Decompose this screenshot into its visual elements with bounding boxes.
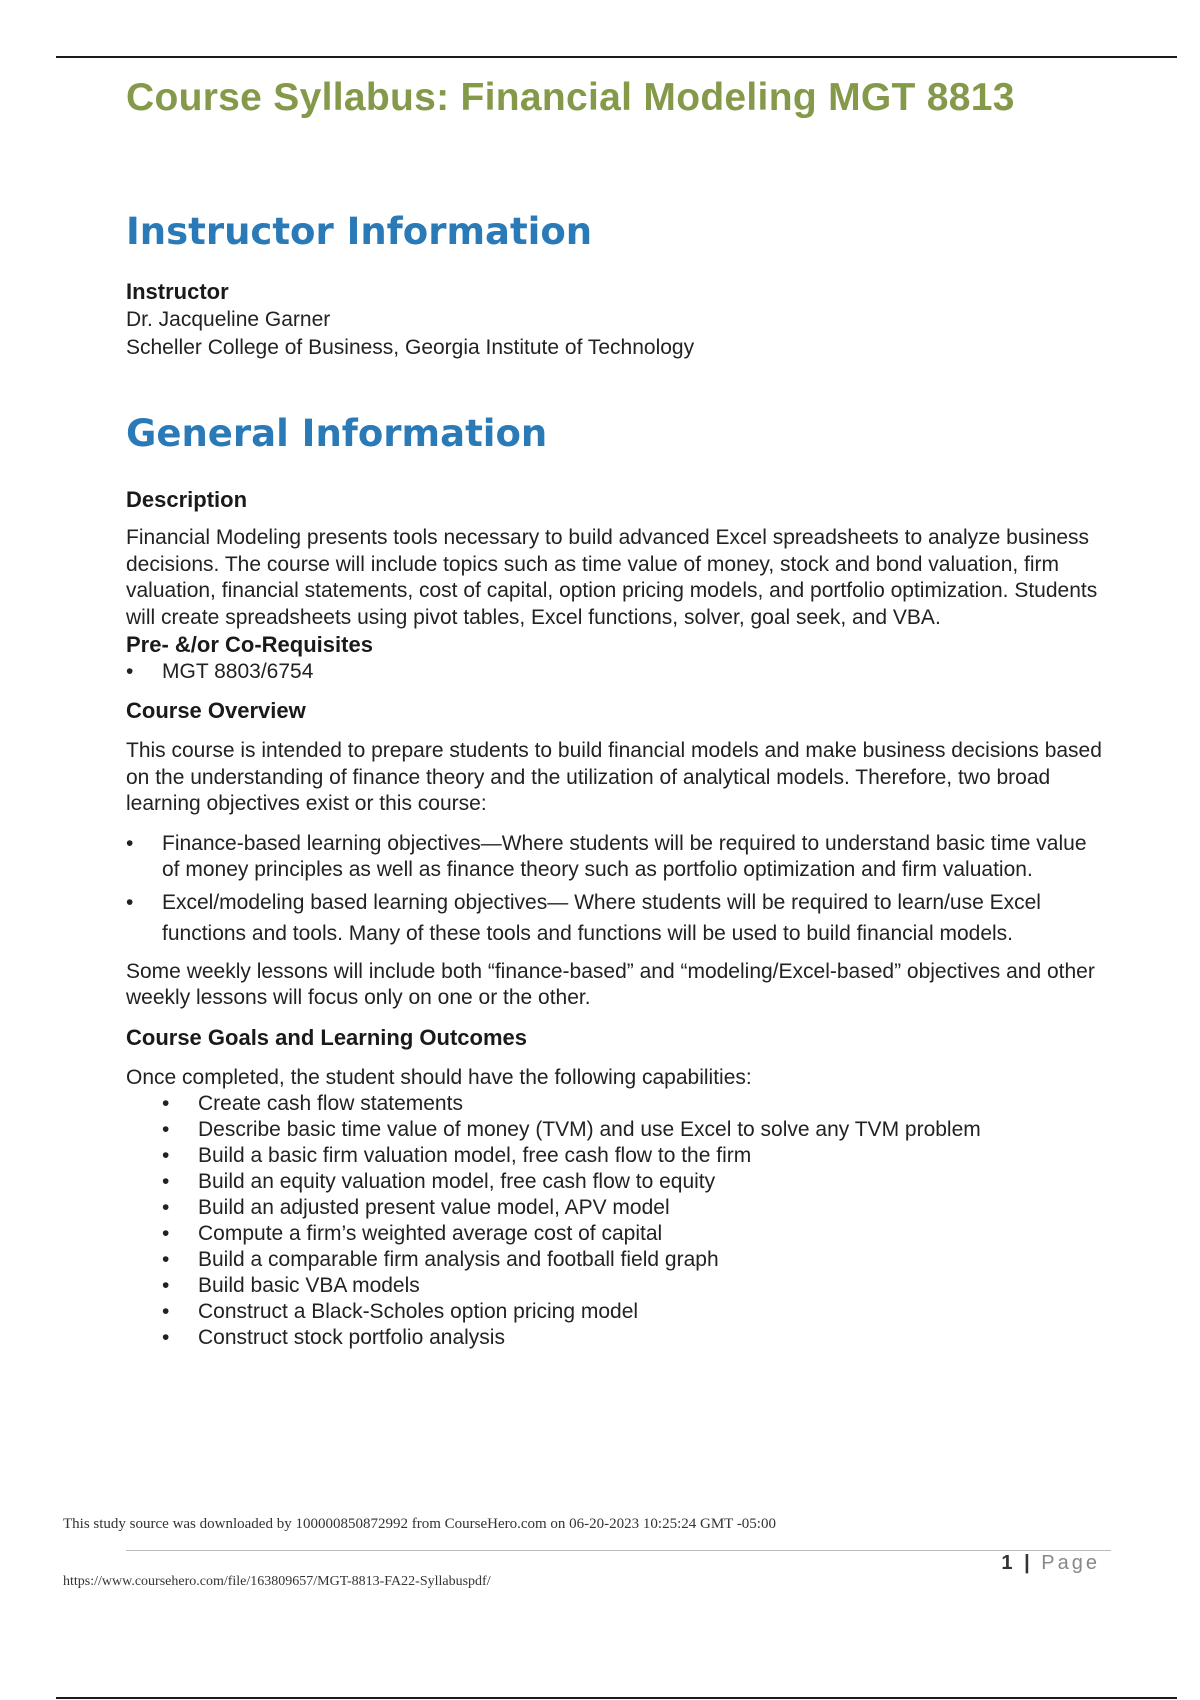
description-heading: Description [126,487,248,512]
page-label: Page [1041,1552,1100,1574]
goal-item: Compute a firm’s weighted average cost of capital [198,1222,663,1245]
goal-item: Build a basic firm valuation model, free cash flow to the firm [198,1144,752,1167]
bullet-icon: • [162,1326,170,1349]
goal-item: Create cash flow statements [198,1092,463,1115]
page-content [126,72,1106,1351]
instructor-label: Instructor [126,279,229,304]
list-item [126,659,1106,685]
overview-text: This course is intended to prepare students to build financial models and make business decisions based on the understanding of finance theory and the utilization of analytical models. Therefore, two broad learning objectives exist or this course: [126,739,1102,815]
prereq-item: MGT 8803/6754 [162,660,314,683]
list-item [126,831,1106,883]
prereq-list [126,659,1106,685]
goals-heading: Course Goals and Learning Outcomes [126,1024,527,1050]
page-number [1001,1552,1100,1575]
footer-rule [126,1550,1111,1551]
goal-item: Build basic VBA models [198,1274,420,1297]
goal-item: Build an adjusted present value model, APV model [198,1196,670,1219]
goal-item: Build a comparable firm analysis and football field graph [198,1248,719,1271]
list-item [126,887,1106,949]
bullet-icon: • [162,1118,170,1141]
goals-intro: Once completed, the student should have the following capabilities: [126,1065,752,1089]
bottom-rule [56,1697,1177,1699]
instructor-name: Dr. Jacqueline Garner [126,308,331,331]
list-item [126,1143,1106,1169]
goal-item: Build an equity valuation model, free cash flow to equity [198,1170,716,1193]
bullet-icon: • [126,660,134,683]
goal-item: Construct stock portfolio analysis [198,1326,505,1349]
list-item [126,1325,1106,1351]
objective-item: Finance-based learning objectives—Where students will be required to understand basic time value of money principles as well as finance theory such as portfolio optimization and firm valuation. [162,831,1087,881]
list-item [126,1221,1106,1247]
bullet-icon: • [162,1300,170,1323]
goal-item: Construct a Black-Scholes option pricing model [198,1300,639,1323]
description-text: Financial Modeling presents tools necessary to build advanced Excel spreadsheets to analyze business decisions. The course will include topics such as time value of money, stock and bond valuation, firm valuation, financial statements, cost of capital, option pricing models, and portfolio optimization. Students will create spreadsheets using pivot tables, Excel functions, solver, goal seek, and VBA. [126,526,1098,629]
bullet-icon: • [162,1144,170,1167]
list-item [126,1169,1106,1195]
list-item [126,1247,1106,1273]
page-number-value: 1 [1001,1552,1016,1574]
overview-heading: Course Overview [126,698,306,723]
instructor-block [126,278,1106,362]
goals-list [126,1091,1106,1351]
bullet-icon: • [162,1248,170,1271]
source-url[interactable]: https://www.coursehero.com/file/163809657/MGT-8813-FA22-Syllabuspdf/ [63,1574,491,1589]
prereq-heading: Pre- &/or Co-Requisites [126,632,373,657]
general-heading: General Information [126,412,548,455]
bullet-icon: • [162,1092,170,1115]
list-item [126,1117,1106,1143]
list-item [126,1273,1106,1299]
page-separator: | [1024,1552,1033,1574]
document-title: Course Syllabus: Financial Modeling MGT 8813 [126,76,1015,119]
list-item [126,1299,1106,1325]
goal-item: Describe basic time value of money (TVM) and use Excel to solve any TVM problem [198,1118,981,1141]
bullet-icon: • [126,890,134,914]
list-item [126,1195,1106,1221]
objectives-list [126,831,1106,949]
bullet-icon: • [162,1170,170,1193]
instructor-affiliation: Scheller College of Business, Georgia Institute of Technology [126,336,695,359]
bullet-icon: • [162,1222,170,1245]
download-notice: This study source was downloaded by 100000850872992 from CourseHero.com on 06-20-2023 10:25:24 GMT -05:00 [63,1516,776,1532]
objective-item: Excel/modeling based learning objectives— Where students will be required to learn/use Excel functions and tools. Many of these tools and functions will be used to build financial models. [162,890,1041,945]
bullet-icon: • [126,831,134,855]
list-item [126,1091,1106,1117]
bullet-icon: • [162,1196,170,1219]
instructor-heading: Instructor Information [126,210,593,253]
overview-closing: Some weekly lessons will include both “finance-based” and “modeling/Excel-based” objectives and other weekly lessons will focus only on one or the other. [126,959,1095,1009]
top-rule [56,56,1177,58]
bullet-icon: • [162,1274,170,1297]
